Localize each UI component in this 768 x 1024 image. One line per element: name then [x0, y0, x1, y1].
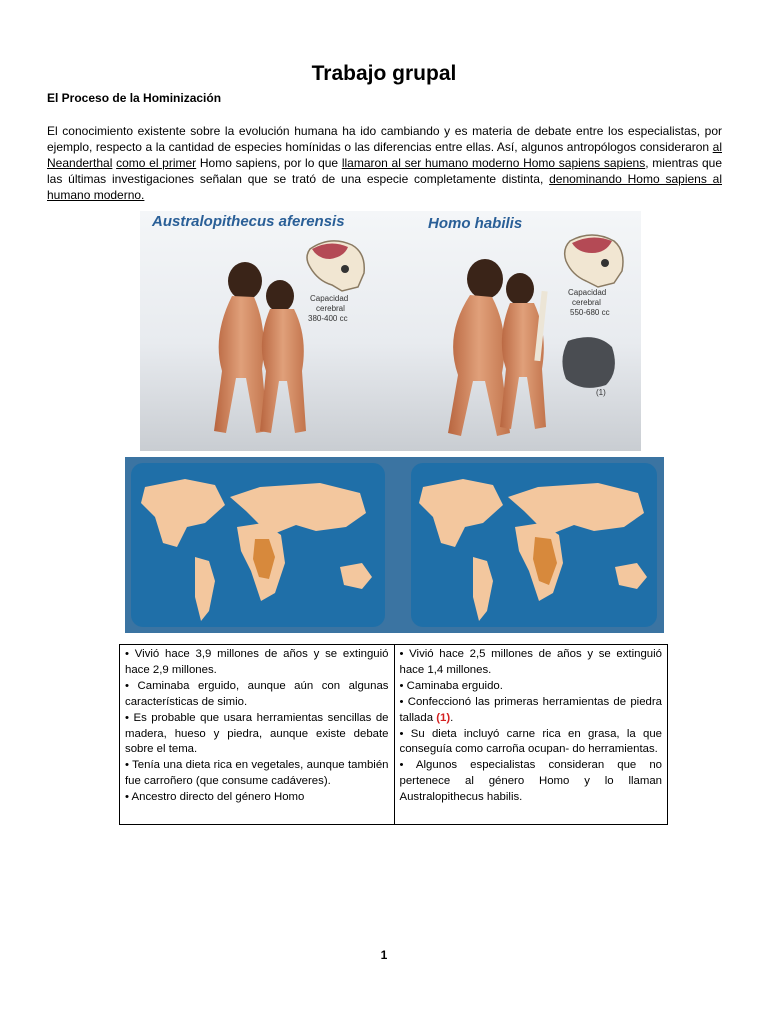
- underlined-text: denominando Homo sapiens al humano moderno.: [47, 172, 722, 202]
- paragraph-text: , mientras que las últimas investigaciones señalan que se trató de una especie completamente distinta,: [47, 156, 722, 186]
- list-item: • Tenía una dieta rica en vegetales, aunque también fue carroñero (que consume cadáveres).: [125, 759, 389, 788]
- skull-icon: [565, 235, 623, 287]
- list-item: • Algunos especialistas consideran que no pertenece al género Homo y lo llaman Australopithecus habilis.: [399, 759, 662, 804]
- section-subtitle: El Proceso de la Hominización: [47, 91, 222, 105]
- underlined-text: llamaron al ser humano moderno Homo sapiens sapiens: [341, 156, 646, 170]
- capacity-value-right: 550-680 cc: [570, 308, 610, 317]
- underlined-text: como el primer: [116, 156, 197, 170]
- list-item: • Vivió hace 2,5 millones de años y se extinguió hace 1,4 millones.: [399, 648, 662, 676]
- page-number: 1: [380, 948, 388, 962]
- distribution-maps: [125, 457, 664, 633]
- list-item: • Caminaba erguido.: [399, 679, 503, 692]
- hominid-illustration: [140, 211, 641, 451]
- figure-note: (1): [596, 388, 606, 397]
- species-label-left: Australopithecus aferensis: [152, 213, 345, 230]
- hominid-figures-image: [140, 211, 641, 451]
- world-maps-image: [125, 457, 664, 633]
- list-item: • Su dieta incluyó carne rica en grasa, la que conseguía como carroña ocupan- do herramientas.: [399, 727, 662, 756]
- intro-paragraph: [47, 123, 722, 203]
- document-title: Trabajo grupal: [311, 62, 457, 85]
- list-item: [400, 695, 663, 727]
- reference-marker: (1): [436, 711, 451, 724]
- list-item: • Vivió hace 3,9 millones de años y se extinguió hace 2,9 millones.: [125, 648, 389, 676]
- list-item-text: .: [450, 711, 454, 724]
- paragraph-text: El conocimiento existente sobre la evolución humana ha ido cambiando y es materia de debate entre los especialistas, por ejemplo, respecto a la cantidad de especies homínidas o las diferencias entre ellas. Así, algunos antropólogos consideraron: [47, 124, 722, 154]
- capacity-label-left: Capacidad: [310, 294, 349, 303]
- list-item: • Es probable que usara herramientas sencillas de madera, hueso y piedra, aunque existe debate sobre el tema.: [125, 711, 389, 756]
- underlined-text: al Neanderthal: [47, 140, 722, 170]
- world-map-right: [411, 463, 657, 627]
- capacity-label-left: cerebral: [316, 304, 345, 313]
- table-column-right: [394, 645, 668, 824]
- skull-icon: [307, 241, 364, 291]
- list-item: • Caminaba erguido, aunque aún con algunas características de simio.: [125, 679, 389, 708]
- list-item-text: • Confeccionó las primeras herramientas de piedra tallada: [399, 695, 662, 724]
- table-column-left: [120, 645, 394, 824]
- paragraph-text: Homo sapiens, por lo que: [196, 156, 342, 170]
- comparison-table: [119, 644, 668, 825]
- capacity-value-left: 380-400 cc: [308, 314, 348, 323]
- species-label-right: Homo habilis: [428, 215, 523, 232]
- capacity-label-right: cerebral: [572, 298, 601, 307]
- world-map-left: [131, 463, 385, 627]
- australopithecus-figures: [214, 262, 306, 433]
- stone-tool-icon: [562, 337, 614, 388]
- list-item: • Ancestro directo del género Homo: [125, 791, 305, 804]
- capacity-label-right: Capacidad: [568, 288, 607, 297]
- homo-habilis-figures: [448, 259, 548, 436]
